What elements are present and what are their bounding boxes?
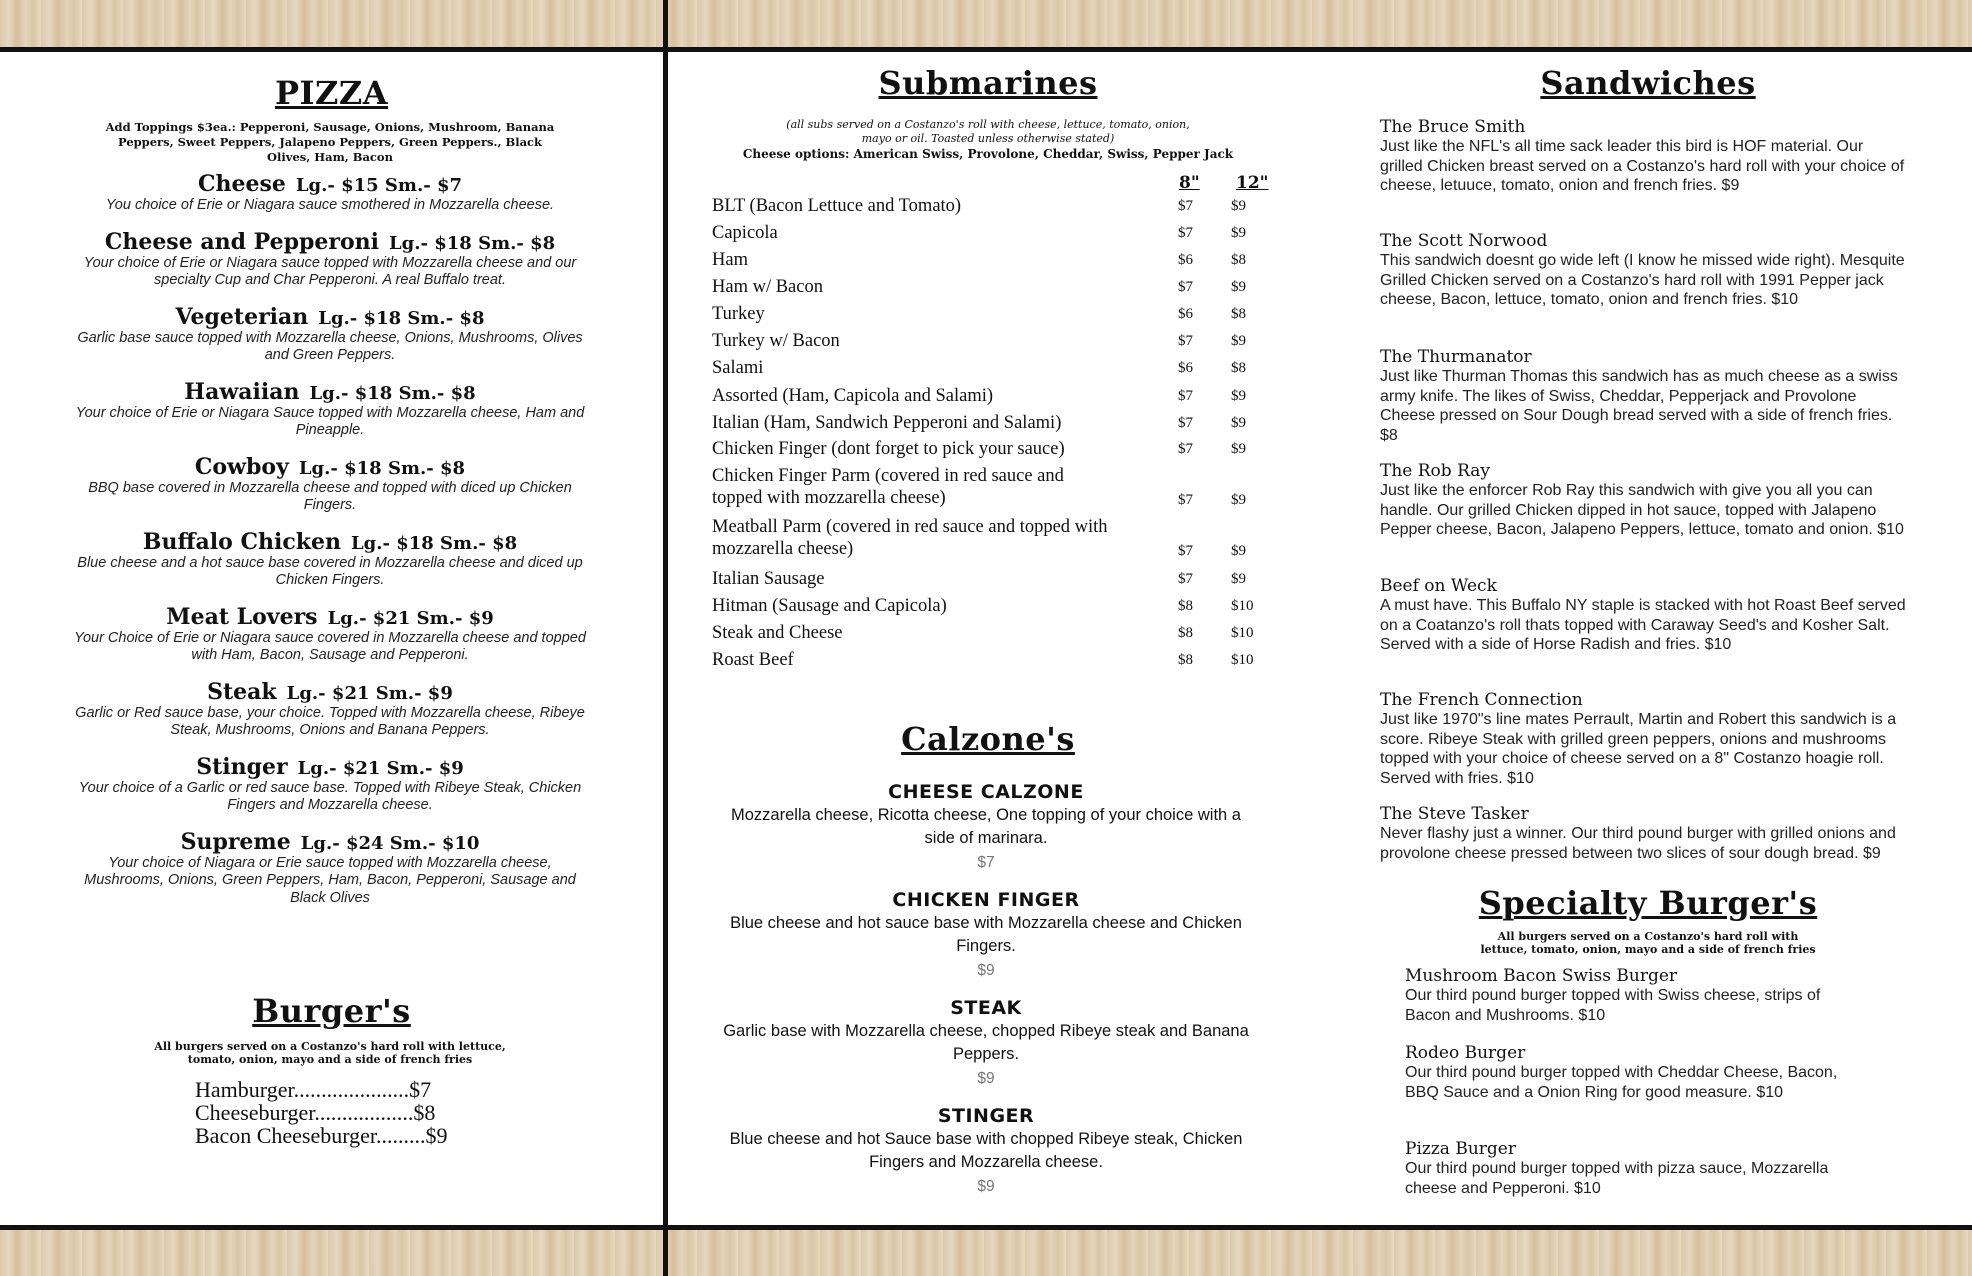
sub-price-8: $7 xyxy=(1178,225,1193,241)
sub-name: Chicken Finger (dont forget to pick your sauce) xyxy=(712,439,1065,459)
pizza-item-meat-lovers xyxy=(70,605,590,665)
pizza-price: Lg.- $18 Sm.- $8 xyxy=(388,232,556,254)
pizza-item-steak xyxy=(70,680,590,740)
size-8-header: 8" xyxy=(1179,173,1200,193)
sub-name: Meatball Parm (covered in red sauce and topped with mozzarella cheese) xyxy=(712,517,1108,559)
sub-price-12: $8 xyxy=(1231,360,1246,376)
pizza-name: Hawaiian xyxy=(184,378,300,405)
sub-price-12: $10 xyxy=(1231,598,1254,614)
pizza-name: Stinger xyxy=(196,753,288,780)
pizza-description: Your choice of Erie or Niagara sauce topped with Mozzarella cheese and our specialty Cup and Char Pepperoni. A real Buffalo treat. xyxy=(83,254,577,288)
sub-price-8: $7 xyxy=(1178,198,1193,214)
sub-price-12: $10 xyxy=(1231,625,1254,641)
specialty-burgers-note-line1: All burgers served on a Costanzo's hard roll with xyxy=(1497,930,1799,943)
sub-row xyxy=(712,465,1302,509)
submarines-note-line2: mayo or oil. Toasted unless otherwise stated) xyxy=(861,132,1115,145)
burger-item-cheeseburger: Cheeseburger..................$8 xyxy=(195,1100,436,1125)
pizza-description: Garlic or Red sauce base, your choice. Topped with Mozzarella cheese, Ribeye Steak, Mushrooms, Onions and Banana Peppers. xyxy=(75,704,585,738)
pizza-name: Vegeterian xyxy=(175,303,309,330)
sub-name: Steak and Cheese xyxy=(712,623,843,643)
pizza-item-hawaiian xyxy=(70,380,590,440)
pizza-price: Lg.- $24 Sm.- $10 xyxy=(300,832,480,854)
sandwich-description: A must have. This Buffalo NY staple is stacked with hot Roast Beef served on a Coatanzo's roll thats topped with Caraway Seed's and Kosher Salt. Served with a side of Horse Radish and fries. $10 xyxy=(1380,597,1906,653)
sub-price-8: $7 xyxy=(1178,492,1193,508)
sandwich-description: Just like the enforcer Rob Ray this sandwich with give you all you can handle. Our grilled Chicken dipped in hot sauce, topped with Jalapeno Pepper cheese, Bacon, Jalapeno Peppers, lettuce, tomato and onion. $10 xyxy=(1380,482,1904,538)
sandwich-name: The Rob Ray xyxy=(1380,461,1491,481)
sub-name: Chicken Finger Parm (covered in red sauce and topped with mozzarella cheese) xyxy=(712,466,1064,508)
burger-description: Our third pound burger topped with Cheddar Cheese, Bacon, BBQ Sauce and a Onion Ring for good measure. $10 xyxy=(1405,1064,1838,1101)
sub-price-12: $9 xyxy=(1231,225,1246,241)
pizza-item-cowboy xyxy=(70,455,590,515)
sub-price-12: $8 xyxy=(1231,306,1246,322)
sub-price-8: $7 xyxy=(1178,279,1193,295)
calzone-description: Blue cheese and hot Sauce base with chopped Ribeye steak, Chicken Fingers and Mozzarella cheese. xyxy=(729,1130,1243,1171)
sub-name: Italian Sausage xyxy=(712,569,825,589)
burger-name: Mushroom Bacon Swiss Burger xyxy=(1405,966,1678,986)
burger-item-bacon-cheeseburger: Bacon Cheeseburger.........$9 xyxy=(195,1123,448,1148)
sub-price-8: $7 xyxy=(1178,571,1193,587)
sub-price-12: $9 xyxy=(1231,543,1246,559)
sandwich-name: The Scott Norwood xyxy=(1380,231,1548,251)
specialty-burgers-note-line2: lettuce, tomato, onion, mayo and a side of french fries xyxy=(1480,943,1816,956)
sandwich-description: Never flashy just a winner. Our third pound burger with grilled onions and provolone cheese pressed between two slices of sour dough bread. $9 xyxy=(1380,825,1896,862)
burgers-heading: Burger's xyxy=(252,992,411,1030)
calzone-description: Garlic base with Mozzarella cheese, chopped Ribeye steak and Banana Peppers. xyxy=(723,1022,1249,1063)
calzone-item-steak xyxy=(696,996,1276,1090)
pizza-price: Lg.- $15 Sm.- $7 xyxy=(295,175,463,196)
specialty-burger-item-pizza xyxy=(1405,1139,1845,1198)
pizza-price: Lg.- $18 Sm.- $8 xyxy=(318,307,485,329)
pizza-item-vegeterian xyxy=(70,305,590,365)
sub-price-8: $6 xyxy=(1178,252,1193,268)
sub-price-8: $7 xyxy=(1178,388,1193,404)
pizza-description: Your choice of a Garlic or red sauce base. Topped with Ribeye Steak, Chicken Fingers and Mozzarella cheese. xyxy=(78,779,582,813)
pizza-description: Your Choice of Erie or Niagara sauce covered in Mozzarella cheese and topped with Ham, Bacon, Sausage and Pepperoni. xyxy=(74,629,586,663)
calzone-price: $7 xyxy=(977,854,995,871)
sub-price-12: $9 xyxy=(1231,415,1246,431)
sub-name: Salami xyxy=(712,358,764,378)
calzone-name: CHICKEN FINGER xyxy=(892,889,1080,911)
burger-name: Pizza Burger xyxy=(1405,1139,1516,1159)
pizza-item-cheese-and-pepperoni xyxy=(70,230,590,290)
sub-name: Italian (Ham, Sandwich Pepperoni and Salami) xyxy=(712,413,1062,433)
specialty-burger-item-rodeo xyxy=(1405,1043,1845,1102)
pizza-list xyxy=(70,172,590,922)
sandwiches-heading: Sandwiches xyxy=(1540,64,1756,102)
pizza-heading: PIZZA xyxy=(274,74,389,112)
left-menu-panel xyxy=(0,52,663,1225)
specialty-burgers-heading: Specialty Burger's xyxy=(1478,884,1818,922)
sub-price-12: $10 xyxy=(1231,652,1254,668)
pizza-item-stinger xyxy=(70,755,590,815)
calzone-description: Blue cheese and hot sauce base with Mozzarella cheese and Chicken Fingers. xyxy=(730,914,1242,955)
sandwich-item-steve-tasker xyxy=(1380,804,1910,863)
sandwich-item-bruce-smith xyxy=(1380,117,1910,196)
sub-price-8: $8 xyxy=(1178,625,1193,641)
calzone-item-stinger xyxy=(696,1104,1276,1198)
sub-name: Ham xyxy=(712,250,748,270)
sub-name: Turkey xyxy=(712,304,765,324)
burger-list xyxy=(195,1078,448,1147)
sub-price-12: $9 xyxy=(1231,279,1246,295)
sub-price-12: $9 xyxy=(1231,333,1246,349)
pizza-description: Blue cheese and a hot sauce base covered in Mozzarella cheese and diced up Chicken Fingers. xyxy=(77,554,583,588)
pizza-price: Lg.- $18 Sm.- $8 xyxy=(309,382,476,404)
calzone-name: CHEESE CALZONE xyxy=(888,781,1084,803)
sandwich-name: The Thurmanator xyxy=(1380,347,1532,367)
sub-name: Ham w/ Bacon xyxy=(712,277,823,297)
pizza-name: Cheese xyxy=(197,171,286,197)
sandwich-item-rob-ray xyxy=(1380,461,1910,540)
burger-description: Our third pound burger topped with Swiss cheese, strips of Bacon and Mushrooms. $10 xyxy=(1405,987,1821,1024)
sandwich-description: This sandwich doesnt go wide left (I know he missed wide right). Mesquite Grilled Chicken served on a Costanzo's hard roll with 1991 Pepper jack cheese, Bacon, lettuce, tomato, onion and french fries. $10 xyxy=(1380,252,1905,308)
sub-name: BLT (Bacon Lettuce and Tomato) xyxy=(712,196,962,216)
sandwich-description: Just like 1970"s line mates Perrault, Martin and Robert this sandwich is a score. Ribeye Steak with grilled green peppers, onions and mushrooms topped with your choice of cheese served on a 8" Costanzo hoagie roll. Served with fries. $10 xyxy=(1380,711,1897,787)
sandwich-description: Just like Thurman Thomas this sandwich has as much cheese as a swiss army knife. The likes of Swiss, Cheddar, Pepperjack and Provolone Cheese pressed on Sour Dough bread served with a side of french fries. $8 xyxy=(1380,368,1898,444)
sub-price-8: $7 xyxy=(1178,543,1193,559)
pizza-description: Your choice of Niagara or Erie sauce topped with Mozzarella cheese, Mushrooms, Onions, Green Peppers, Ham, Bacon, Pepperoni, Sausage and Black Olives xyxy=(84,854,576,906)
sub-price-8: $7 xyxy=(1178,333,1193,349)
sandwich-description: Just like the NFL's all time sack leader this bird is HOF material. Our grilled Chicken breast served on a Costanzo's hard roll with your choice of cheese, letuuce, tomato, onion and french fries. $9 xyxy=(1380,138,1905,194)
pizza-item-cheese xyxy=(70,172,590,215)
pizza-description: Your choice of Erie or Niagara Sauce topped with Mozzarella cheese, Ham and Pineapple. xyxy=(75,404,585,438)
sandwich-item-beef-on-weck xyxy=(1380,576,1910,655)
sandwich-item-thurmanator xyxy=(1380,347,1910,445)
sub-name: Roast Beef xyxy=(712,650,794,670)
sub-name: Turkey w/ Bacon xyxy=(712,331,840,351)
calzone-item-cheese xyxy=(696,780,1276,874)
pizza-name: Buffalo Chicken xyxy=(142,528,341,555)
sub-price-12: $9 xyxy=(1231,441,1246,457)
sub-name: Assorted (Ham, Capicola and Salami) xyxy=(712,386,994,406)
pizza-item-buffalo-chicken xyxy=(70,530,590,590)
calzone-description: Mozzarella cheese, Ricotta cheese, One topping of your choice with a side of marinara. xyxy=(731,806,1241,847)
sandwich-name: The French Connection xyxy=(1380,690,1583,710)
sub-price-8: $6 xyxy=(1178,360,1193,376)
sub-row xyxy=(712,516,1302,560)
sandwich-name: The Steve Tasker xyxy=(1380,804,1529,824)
burger-item-hamburger: Hamburger.....................$7 xyxy=(195,1077,432,1102)
sub-price-12: $9 xyxy=(1231,388,1246,404)
sandwich-name: The Bruce Smith xyxy=(1380,117,1526,137)
burger-name: Rodeo Burger xyxy=(1405,1043,1526,1063)
frame-bottom-border xyxy=(0,1225,1972,1230)
pizza-price: Lg.- $21 Sm.- $9 xyxy=(327,607,494,629)
burger-description: Our third pound burger topped with pizza sauce, Mozzarella cheese and Pepperoni. $10 xyxy=(1405,1160,1829,1197)
pizza-price: Lg.- $21 Sm.- $9 xyxy=(297,757,464,779)
calzones-heading: Calzone's xyxy=(901,720,1075,758)
pizza-price: Lg.- $18 Sm.- $8 xyxy=(350,532,518,554)
pizza-price: Lg.- $21 Sm.- $9 xyxy=(286,682,453,704)
calzone-price: $9 xyxy=(977,1178,995,1195)
right-menu-panel xyxy=(668,52,1972,1225)
pizza-name: Supreme xyxy=(180,828,291,855)
pizza-name: Meat Lovers xyxy=(166,603,318,630)
cheese-options: Cheese options: American Swiss, Provolone, Cheddar, Swiss, Pepper Jack xyxy=(742,147,1234,161)
burgers-note: All burgers served on a Costanzo's hard roll with lettuce, tomato, onion, mayo and a side of french fries xyxy=(154,1040,506,1066)
sub-price-8: $7 xyxy=(1178,441,1193,457)
pizza-name: Cowboy xyxy=(194,453,289,480)
pizza-description: You choice of Erie or Niagara sauce smothered in Mozzarella cheese. xyxy=(105,197,555,213)
calzone-price: $9 xyxy=(977,1070,995,1087)
submarines-note-line1: (all subs served on a Costanzo's roll with cheese, lettuce, tomato, onion, xyxy=(786,118,1190,131)
pizza-price: Lg.- $18 Sm.- $8 xyxy=(298,457,466,479)
toppings-note: Add Toppings $3ea.: Pepperoni, Sausage, Onions, Mushroom, Banana Peppers, Sweet Peppers, Jalapeno Peppers, Green Peppers., Black Olives, Ham, Bacon xyxy=(105,120,555,164)
sub-price-8: $6 xyxy=(1178,306,1193,322)
pizza-description: BBQ base covered in Mozzarella cheese and topped with diced up Chicken Fingers. xyxy=(88,479,572,513)
calzone-name: STEAK xyxy=(950,997,1022,1019)
pizza-name: Cheese and Pepperoni xyxy=(104,228,379,255)
sub-price-12: $9 xyxy=(1231,571,1246,587)
sub-price-8: $7 xyxy=(1178,415,1193,431)
sub-name: Capicola xyxy=(712,223,778,243)
calzone-name: STINGER xyxy=(937,1105,1035,1127)
calzone-item-chicken-finger xyxy=(696,888,1276,982)
submarines-heading: Submarines xyxy=(878,64,1098,102)
sub-price-12: $9 xyxy=(1231,198,1246,214)
sub-price-8: $8 xyxy=(1178,652,1193,668)
pizza-item-supreme xyxy=(70,830,590,908)
size-12-header: 12" xyxy=(1236,173,1269,193)
sandwich-item-scott-norwood xyxy=(1380,231,1910,310)
pizza-description: Garlic base sauce topped with Mozzarella cheese, Onions, Mushrooms, Olives and Green Peppers. xyxy=(77,329,583,363)
sandwich-name: Beef on Weck xyxy=(1380,576,1497,596)
sub-price-12: $9 xyxy=(1231,492,1246,508)
sub-name: Hitman (Sausage and Capicola) xyxy=(712,596,947,616)
sandwich-item-french-connection xyxy=(1380,690,1910,788)
pizza-name: Steak xyxy=(207,678,277,705)
sub-price-12: $8 xyxy=(1231,252,1246,268)
sub-price-8: $8 xyxy=(1178,598,1193,614)
specialty-burger-item-mushroom-bacon-swiss xyxy=(1405,966,1865,1025)
calzone-price: $9 xyxy=(977,962,995,979)
